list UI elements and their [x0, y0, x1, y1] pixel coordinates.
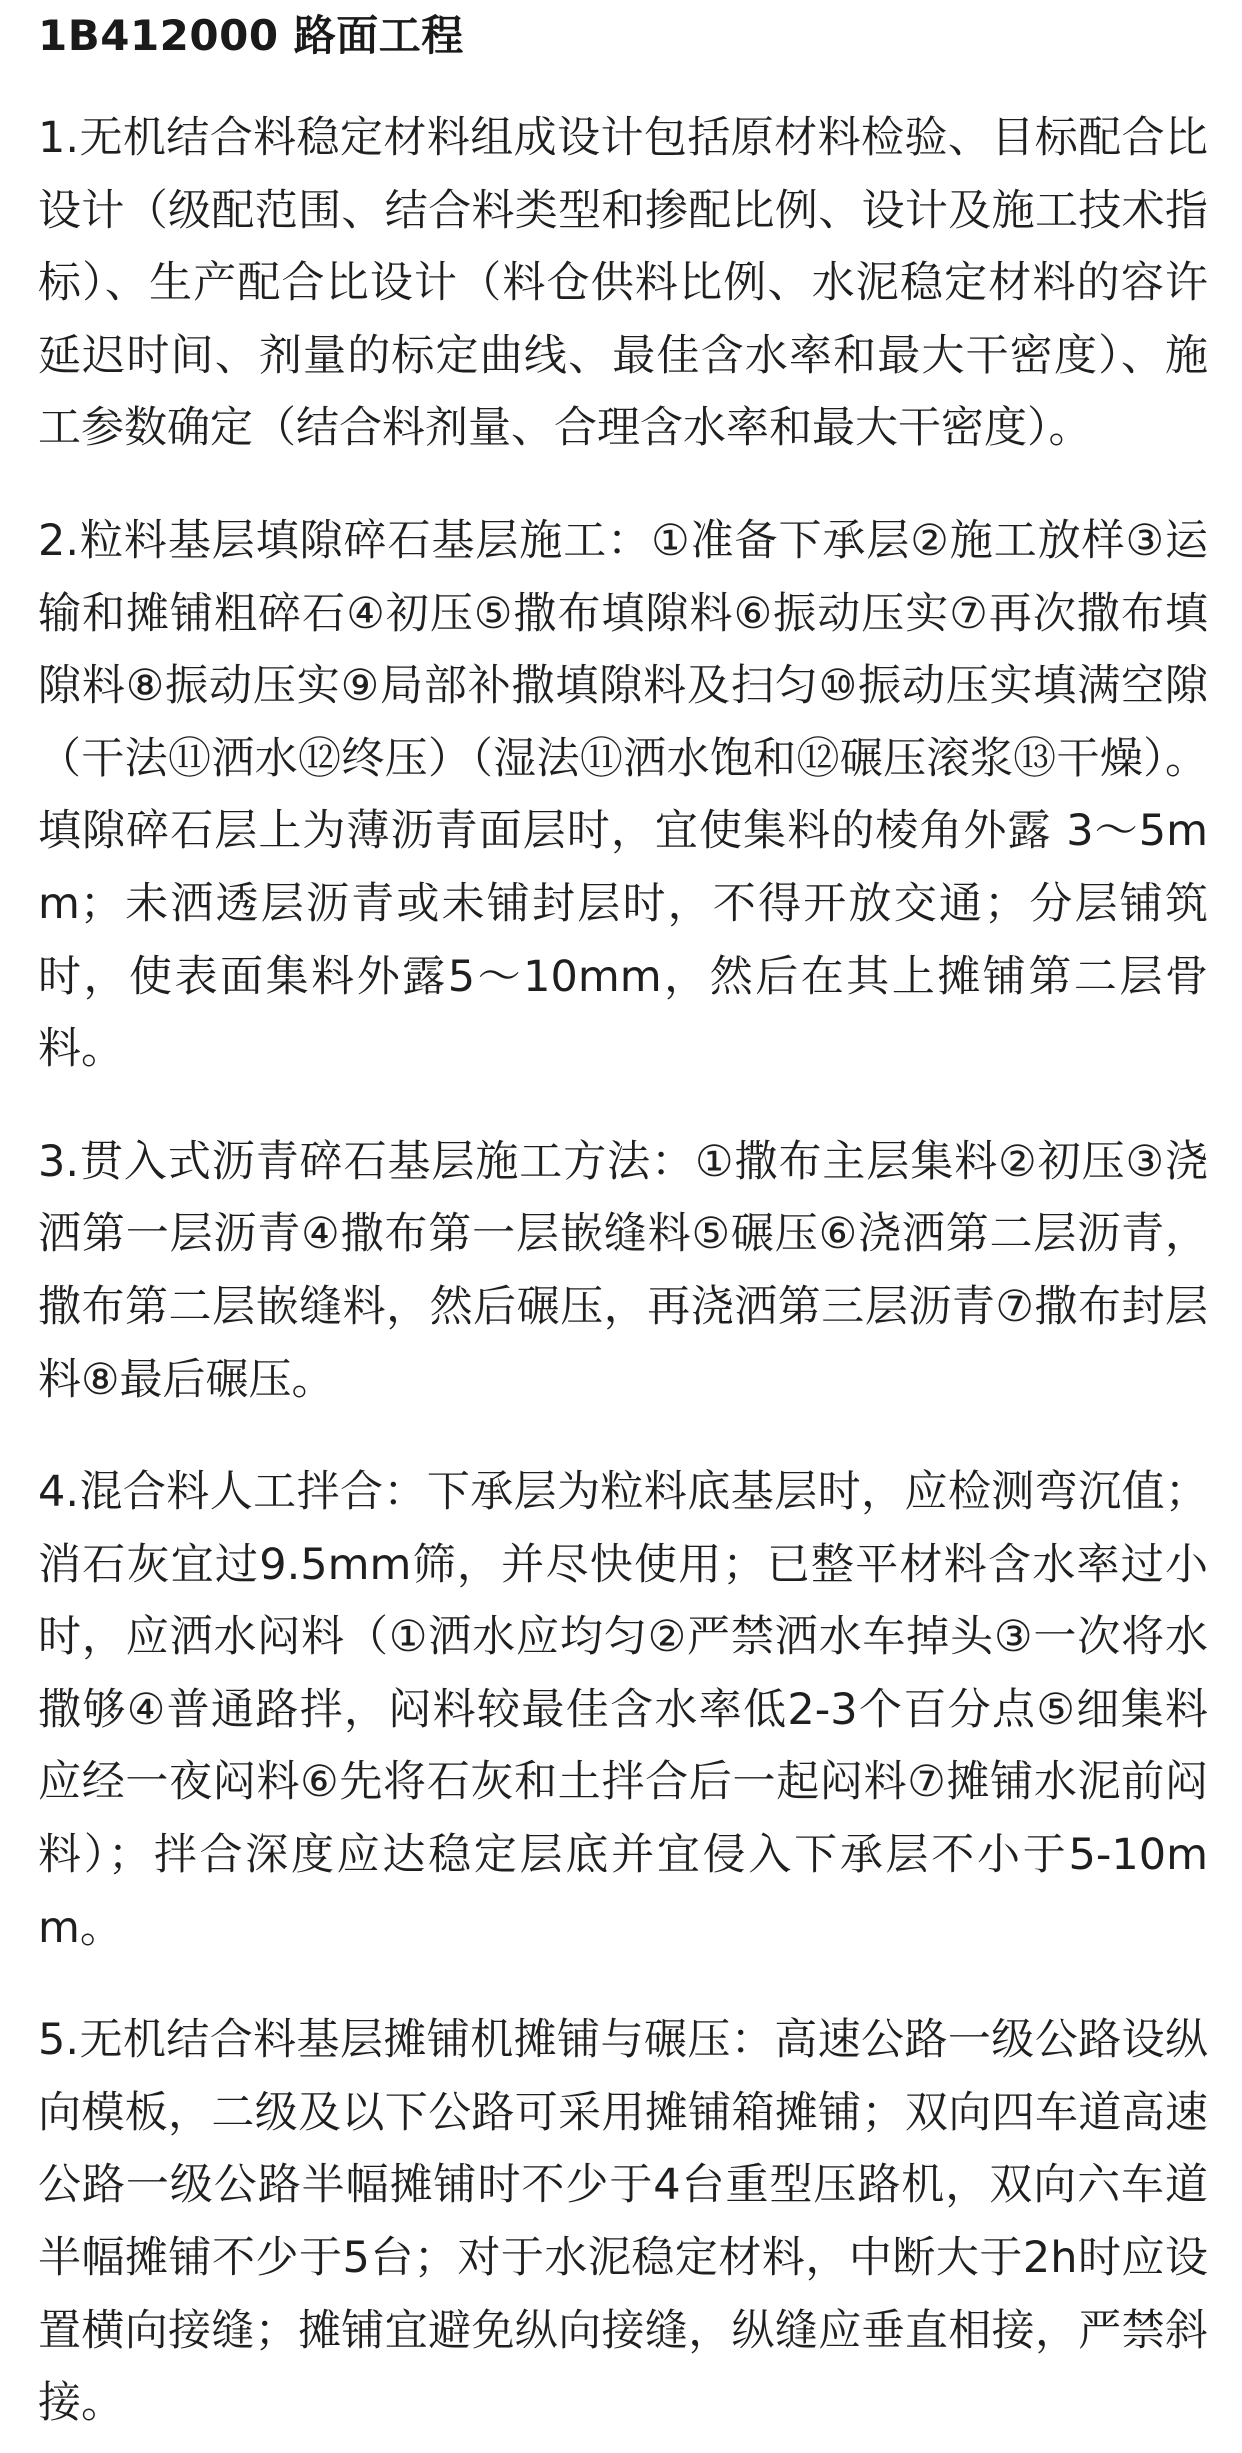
paragraph-3-penetration-macadam: 3.贯入式沥青碎石基层施工方法：①撒布主层集料②初压③浇洒第一层沥青④撒布第一层嵌缝料⑤碾压⑥浇洒第二层沥青，撒布第二层嵌缝料，然后碾压，再浇洒第三层沥青⑦撒布封层料⑧最后碾压。: [38, 1136, 1208, 1405]
paragraph-4-manual-mixing: 4.混合料人工拌合：下承层为粒料底基层时，应检测弯沉值；消石灰宜过9.5mm筛，并尽快使用；已整平材料含水率过小时，应洒水闷料（①洒水应均匀②严禁洒水车掉头③一次将水撒够④普通路拌，闷料较最佳含水率低2-3个百分点⑤细集料应经一夜闷料⑥先将石灰和土拌合后一起闷料⑦摊铺水泥前闷料）；拌合深度应达稳定层底并宜侵入下承层不小于5-10mm。: [38, 1467, 1208, 1953]
paragraph-5-paver-rolling: 5.无机结合料基层摊铺机摊铺与碾压：高速公路一级公路设纵向模板，二级及以下公路可采用摊铺箱摊铺；双向四车道高速公路一级公路半幅摊铺时不少于4台重型压路机，双向六车道半幅摊铺不少于5台；对于水泥稳定材料，中断大于2h时应设置横向接缝；摊铺宜避免纵向接缝，纵缝应垂直相接，严禁斜接。: [38, 2015, 1208, 2429]
paragraph-1-mix-design: 1.无机结合料稳定材料组成设计包括原材料检验、目标配合比设计（级配范围、结合料类型和掺配比例、设计及施工技术指标）、生产配合比设计（料仓供料比例、水泥稳定材料的容许延迟时间、剂量的标定曲线、最佳含水率和最大干密度）、施工参数确定（结合料剂量、合理含水率和最大干密度）。: [38, 113, 1208, 454]
paragraph-2-filled-macadam: 2.粒料基层填隙碎石基层施工：①准备下承层②施工放样③运输和摊铺粗碎石④初压⑤撒布填隙料⑥振动压实⑦再次撒布填隙料⑧振动压实⑨局部补撒填隙料及扫匀⑩振动压实填满空隙（干法⑪洒水⑫终压）（湿法⑪洒水饱和⑫碾压滚浆⑬干燥）。填隙碎石层上为薄沥青面层时，宜使集料的棱角外露 3～5mm；未洒透层沥青或未铺封层时，不得开放交通；分层铺筑时，使表面集料外露5～10mm，然后在其上摊铺第二层骨料。: [38, 515, 1208, 1075]
section-heading: 1B412000 路面工程: [38, 11, 464, 60]
